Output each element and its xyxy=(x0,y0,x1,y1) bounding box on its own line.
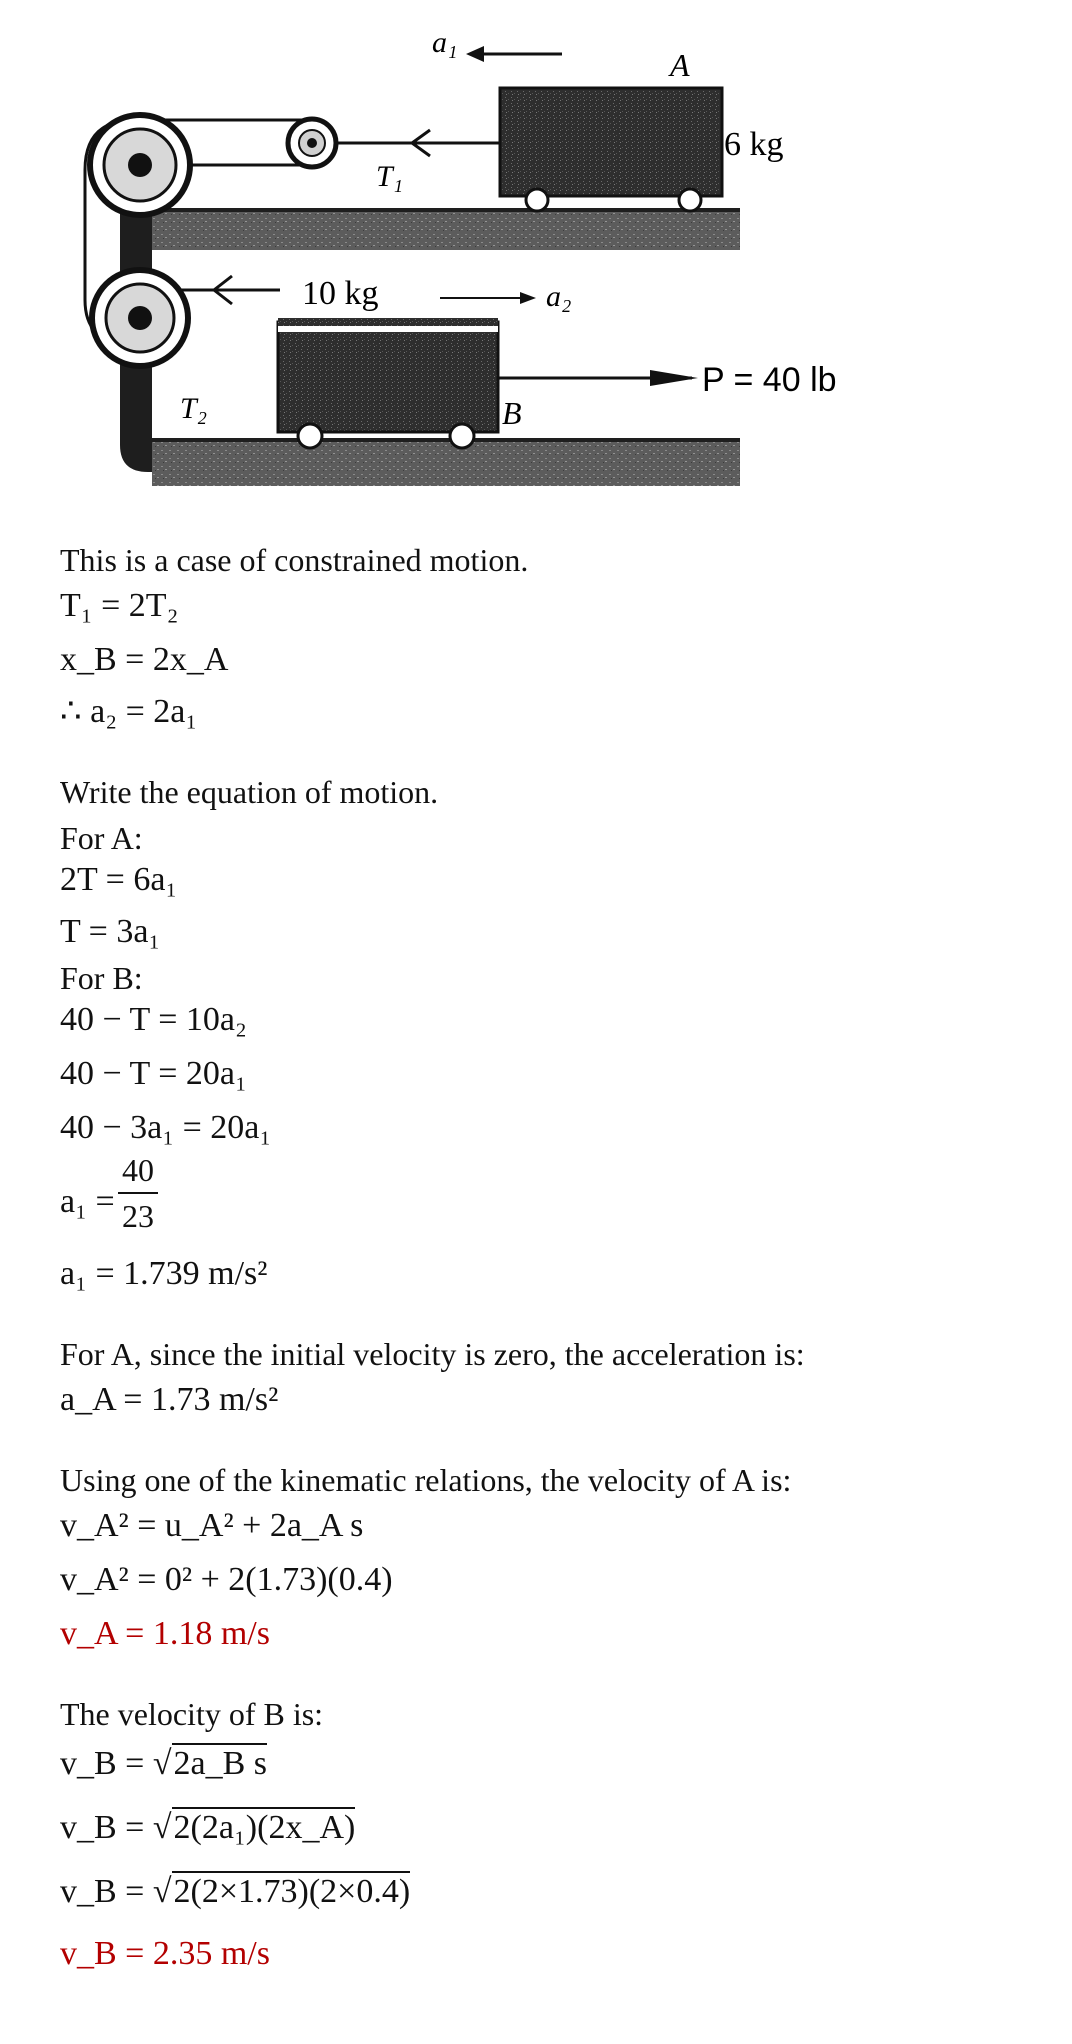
for-a-heading: For A: xyxy=(60,820,143,856)
force-label: P = 40 lb xyxy=(702,361,837,399)
sqrt-icon: √ xyxy=(152,1873,172,1910)
eq-v3-root: 2(2×1.73)(2×0.4) xyxy=(173,1873,411,1910)
eq-a2: T = 3a₁ xyxy=(60,913,161,950)
sqrt-icon: √ xyxy=(152,1745,172,1782)
eq-v2 xyxy=(60,1808,355,1848)
kinematic-intro: Using one of the kinematic relations, the velocity of A is: xyxy=(60,1462,792,1498)
fraction-numerator: 40 xyxy=(118,1148,158,1194)
eq-b3: 40 − 3a₁ = 20a₁ xyxy=(60,1109,272,1146)
small-pulley-icon xyxy=(288,119,336,167)
tension-t1-label: T₁ xyxy=(376,160,404,193)
eq-v1-lhs: v_B = xyxy=(60,1745,145,1782)
eq-b4-lhs: a₁ = xyxy=(60,1183,115,1220)
eq-a1: 2T = 6a₁ xyxy=(60,861,178,898)
block-a xyxy=(500,88,722,211)
eq-v3-lhs: v_B = xyxy=(60,1873,145,1910)
upper-left-pulley-icon xyxy=(90,115,190,215)
block-b xyxy=(278,318,498,448)
block-a-mass: 6 kg xyxy=(724,126,784,163)
eq-v3 xyxy=(60,1872,410,1912)
eq-b2: 40 − T = 20a₁ xyxy=(60,1055,247,1092)
block-b-mass: 10 kg xyxy=(302,275,379,312)
accel-a2-label: a₂ xyxy=(546,280,572,313)
constraint-accel: ∴ a₂ = 2a₁ xyxy=(60,693,198,730)
eq-v2-root: 2(2a₁)(2x_A) xyxy=(173,1809,356,1846)
sqrt-icon: √ xyxy=(152,1809,172,1846)
lower-left-pulley-icon xyxy=(92,270,188,366)
lower-track xyxy=(152,442,740,486)
eq-b5: a₁ = 1.739 m/s² xyxy=(60,1255,268,1292)
accel-intro: For A, since the initial velocity is zero, the acceleration is: xyxy=(60,1336,805,1372)
velocity-b-result: v_B = 2.35 m/s xyxy=(60,1935,270,1972)
velocity-b-intro: The velocity of B is: xyxy=(60,1696,324,1732)
block-a-label: A xyxy=(670,47,690,83)
accel-a1-label: a₁ xyxy=(432,26,458,59)
tension-t2-label: T₂ xyxy=(180,392,208,425)
pulley-diagram xyxy=(0,0,1072,500)
upper-track xyxy=(152,208,740,250)
eq-k2: v_A² = 0² + 2(1.73)(0.4) xyxy=(60,1561,393,1598)
block-b-label: B xyxy=(502,395,522,431)
eq-v1-root: 2a_B s xyxy=(173,1745,268,1782)
fraction-denominator: 23 xyxy=(122,1198,154,1234)
eq-b1: 40 − T = 10a₂ xyxy=(60,1001,247,1038)
accel-a-value: a_A = 1.73 m/s² xyxy=(60,1381,279,1418)
constraint-position: x_B = 2x_A xyxy=(60,641,229,678)
intro-text: This is a case of constrained motion. xyxy=(60,542,529,578)
for-b-heading: For B: xyxy=(60,960,143,996)
eq-v2-lhs: v_B = xyxy=(60,1809,145,1846)
velocity-a-result: v_A = 1.18 m/s xyxy=(60,1615,270,1652)
eq-v1 xyxy=(60,1744,267,1784)
eq-k1: v_A² = u_A² + 2a_A s xyxy=(60,1507,364,1544)
fraction xyxy=(118,1148,158,1238)
constraint-tension: T₁ = 2T₂ xyxy=(60,587,179,624)
eom-intro: Write the equation of motion. xyxy=(60,774,439,810)
